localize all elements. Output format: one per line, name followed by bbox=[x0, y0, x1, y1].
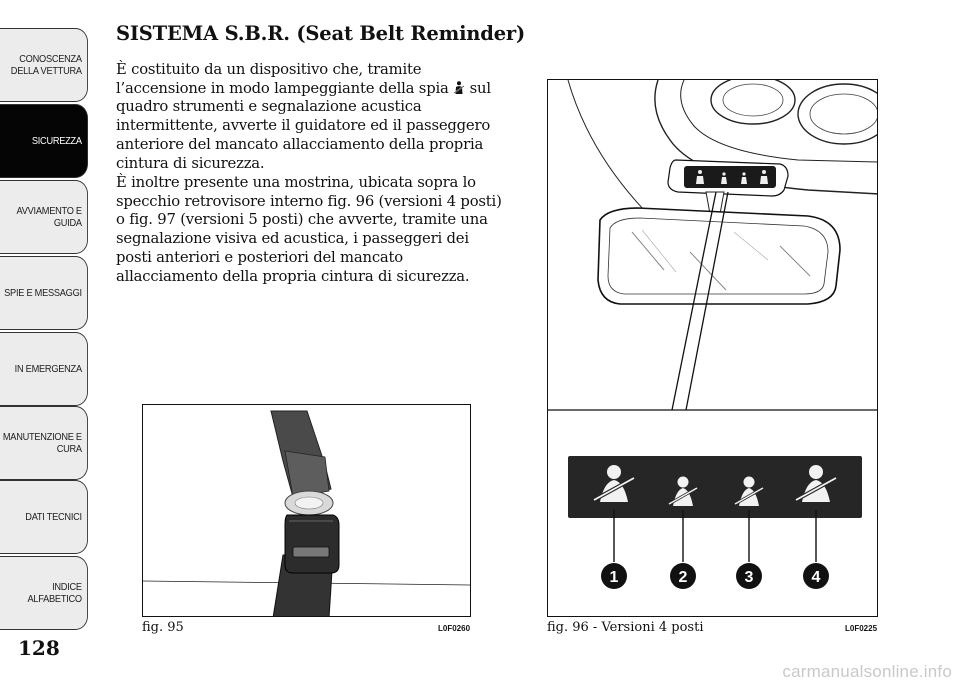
callout-4: 4 bbox=[811, 569, 821, 586]
paragraph-1-text-a: È costituito da un dispositivo che, tramite l’accensione in modo lampeggiante della spia bbox=[116, 61, 449, 97]
figure-95-code: L0F0260 bbox=[438, 624, 471, 633]
watermark: carmanualsonline.info bbox=[782, 662, 952, 681]
tab-indice[interactable]: INDICE ALFABETICO bbox=[0, 556, 88, 630]
section-title: SISTEMA S.B.R. (Seat Belt Reminder) bbox=[116, 22, 526, 45]
seat-belt-buckle-illustration bbox=[143, 405, 471, 617]
tab-dati-tecnici[interactable]: DATI TECNICI bbox=[0, 480, 88, 554]
callout-1: 1 bbox=[609, 569, 619, 586]
mirror-indicator-illustration bbox=[548, 80, 878, 617]
paragraph-2: È inoltre presente una mostrina, ubicata sopra lo specchio retrovisore interno fig. 96 (versioni 4 posti) o fig. 97 (versioni 5 posti) che avverte, tramite una segnalazione visiva ed acustica, i passeggeri dei posti anteriori e posteriori del mancato allacciamento della propria cintura di sicurezza. bbox=[116, 174, 502, 285]
figure-95 bbox=[142, 404, 471, 617]
callout-2: 2 bbox=[678, 569, 688, 586]
tab-conoscenza[interactable]: CONOSCENZA DELLA VETTURA bbox=[0, 28, 88, 102]
tab-spie-messaggi[interactable]: SPIE E MESSAGGI bbox=[0, 256, 88, 330]
figure-95-caption: fig. 95 bbox=[142, 620, 184, 635]
callout-markers bbox=[601, 563, 829, 589]
figure-96-code: L0F0225 bbox=[845, 624, 878, 633]
tab-emergenza[interactable]: IN EMERGENZA bbox=[0, 332, 88, 406]
tab-avviamento[interactable]: AVVIAMENTO E GUIDA bbox=[0, 180, 88, 254]
tab-manutenzione[interactable]: MANUTENZIONE E CURA bbox=[0, 406, 88, 480]
tab-sicurezza[interactable]: SICUREZZA bbox=[0, 104, 88, 178]
figure-96-caption: fig. 96 - Versioni 4 posti bbox=[547, 620, 704, 635]
paragraph-1-text-b: sul quadro strumenti e segnalazione acustica intermittente, avverte il guidatore ed il passeggero anteriore del mancato allacciamento della propria cintura di sicurezza. bbox=[116, 79, 491, 172]
page-number: 128 bbox=[18, 636, 60, 660]
paragraph-1 bbox=[116, 61, 504, 173]
seatbelt-warning-icon bbox=[453, 81, 465, 95]
callout-3: 3 bbox=[744, 569, 754, 586]
figure-96 bbox=[547, 79, 878, 617]
